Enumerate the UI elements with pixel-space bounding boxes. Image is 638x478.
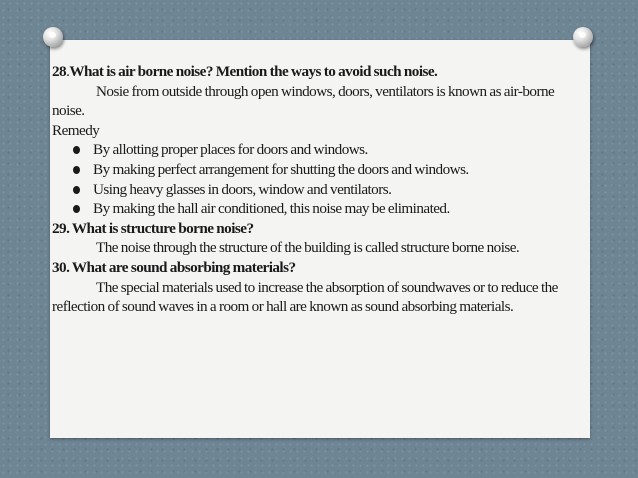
answer-30: The special materials used to increase the absorption of soundwaves or to reduce the reflection of sound waves in a room or hall are known as sound absorbing materials. bbox=[52, 278, 558, 316]
question-28-number: 28 bbox=[52, 63, 67, 80]
list-item bbox=[52, 199, 584, 219]
answer-28: Nosie from outside through open windows, doors, ventilators is known as air-borne noise. bbox=[52, 82, 555, 120]
question-28-separator: . bbox=[66, 63, 70, 80]
remedy-item-1: By allotting proper places for doors and windows. bbox=[93, 141, 368, 159]
remedy-list bbox=[52, 140, 584, 218]
question-29: 29. What is structure borne noise? bbox=[52, 219, 254, 237]
question-30: 30. What are sound absorbing materials? bbox=[52, 258, 296, 276]
list-item bbox=[52, 140, 584, 160]
bullet-icon bbox=[73, 146, 80, 154]
bullet-icon bbox=[73, 205, 80, 213]
question-28 bbox=[52, 62, 584, 82]
pushpin-right-icon bbox=[573, 27, 593, 47]
remedy-item-4: By making the hall air conditioned, this noise may be eliminated. bbox=[93, 200, 450, 218]
remedy-item-2: By making perfect arrangement for shutting the doors and windows. bbox=[93, 160, 469, 178]
bullet-icon bbox=[73, 166, 80, 174]
bullet-icon bbox=[73, 186, 80, 194]
list-item bbox=[52, 180, 584, 200]
pushpin-left-icon bbox=[43, 27, 63, 47]
list-item bbox=[52, 160, 584, 180]
remedy-item-3: Using heavy glasses in doors, window and ventilators. bbox=[93, 180, 392, 198]
answer-29: The noise through the structure of the building is called structure borne noise. bbox=[96, 239, 520, 257]
question-28-text: What is air borne noise? Mention the ways to avoid such noise. bbox=[69, 63, 438, 80]
slide-content bbox=[52, 62, 584, 317]
remedy-label: Remedy bbox=[52, 121, 100, 139]
